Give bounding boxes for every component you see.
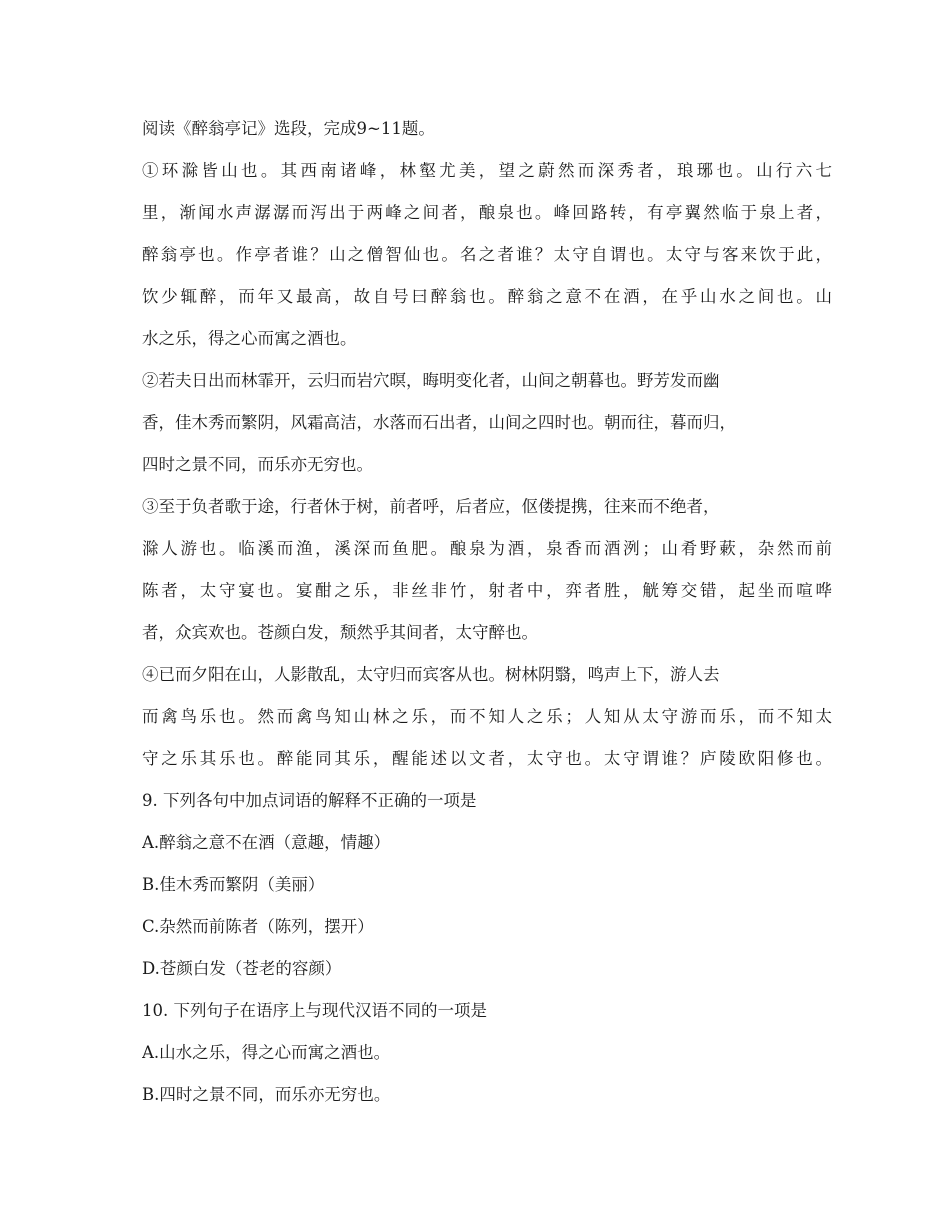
question-option: B.佳木秀而繁阴（美丽）: [142, 875, 325, 894]
intro-instruction: 阅读《醉翁亭记》选段，完成9~11题。: [142, 119, 435, 138]
passage-line: ①环滁皆山也。其西南诸峰，林壑尤美，望之蔚然而深秀者，琅琊也。山行六七: [142, 161, 832, 180]
passage-paragraph-3: [142, 486, 832, 654]
passage-line: ③至于负者歌于途，行者休于树，前者呼，后者应，伛偻提携，往来而不绝者，: [142, 497, 720, 516]
passage-line: ②若夫日出而林霏开，云归而岩穴暝，晦明变化者，山间之朝暮也。野芳发而幽: [142, 371, 720, 390]
passage-line: 四时之景不同，而乐亦无穷也。: [142, 455, 373, 474]
passage-paragraph-4: [142, 654, 832, 780]
question-stem: 10. 下列句子在语序上与现代汉语不同的一项是: [142, 1001, 487, 1020]
passage-paragraph-1: [142, 150, 832, 360]
question-stem: 9. 下列各句中加点词语的解释不正确的一项是: [142, 791, 477, 810]
passage-line: 滁人游也。临溪而渔，溪深而鱼肥。酿泉为酒，泉香而酒洌；山肴野蔌，杂然而前: [142, 539, 832, 558]
document-content: [142, 108, 832, 1116]
passage-line: 而禽鸟乐也。然而禽鸟知山林之乐，而不知人之乐；人知从太守游而乐，而不知太: [142, 707, 832, 726]
passage-line: 守之乐其乐也。醉能同其乐，醒能述以文者，太守也。太守谓谁？庐陵欧阳修也。: [142, 749, 832, 768]
passage-paragraph-2: [142, 360, 832, 486]
question-option: D.苍颜白发（苍老的容颜）: [142, 959, 342, 978]
question-option: C.杂然而前陈者（陈列，摆开）: [142, 917, 374, 936]
question-10: [142, 990, 832, 1116]
passage-line: 里，渐闻水声潺潺而泻出于两峰之间者，酿泉也。峰回路转，有亭翼然临于泉上者，: [142, 203, 832, 222]
question-option: A.山水之乐，得之心而寓之酒也。: [142, 1043, 391, 1062]
question-option: A.醉翁之意不在酒（意趣，情趣）: [142, 833, 391, 852]
question-option: B.四时之景不同，而乐亦无穷也。: [142, 1085, 391, 1104]
passage-line: 醉翁亭也。作亭者谁？山之僧智仙也。名之者谁？太守自谓也。太守与客来饮于此，: [142, 245, 832, 264]
passage-line: 饮少辄醉，而年又最高，故自号曰醉翁也。醉翁之意不在酒，在乎山水之间也。山: [142, 287, 832, 306]
passage-line: 陈者，太守宴也。宴酣之乐，非丝非竹，射者中，弈者胜，觥筹交错，起坐而喧哗: [142, 581, 832, 600]
question-9: [142, 780, 832, 990]
passage-line: 水之乐，得之心而寓之酒也。: [142, 329, 357, 348]
passage-line: 香，佳木秀而繁阴，风霜高洁，水落而石出者，山间之四时也。朝而往，暮而归，: [142, 413, 736, 432]
passage-line: 者，众宾欢也。苍颜白发，颓然乎其间者，太守醉也。: [142, 623, 538, 642]
passage-line: ④已而夕阳在山，人影散乱，太守归而宾客从也。树林阴翳，鸣声上下，游人去: [142, 665, 720, 684]
